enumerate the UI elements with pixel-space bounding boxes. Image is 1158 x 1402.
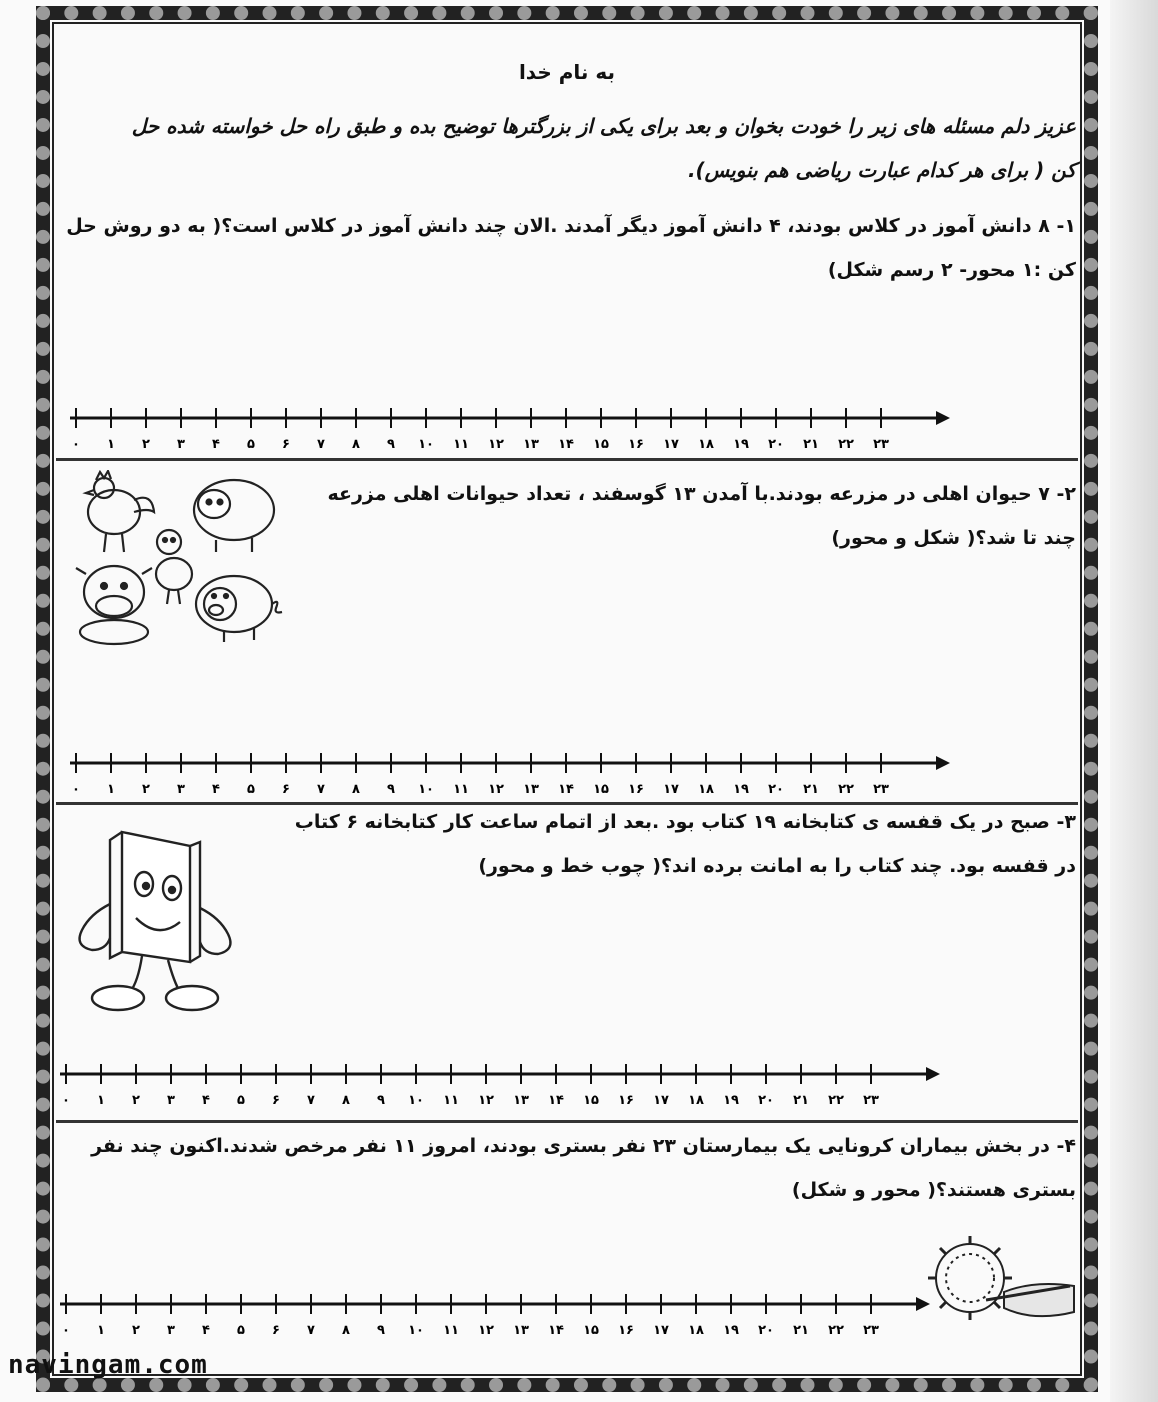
problem-3-line-2: در قفسه بود. چند کتاب را به امانت برده اند؟( چوب خط و محور) (478, 855, 1076, 877)
axis-tick-label: ۲۱ (793, 1093, 809, 1108)
axis-tick-label: ۷ (317, 782, 325, 797)
axis-tick-label: ۱۴ (548, 1323, 564, 1338)
axis-arrow (936, 756, 950, 770)
axis-tick-label: ۴ (202, 1093, 210, 1108)
axis-tick-label: ۱۶ (628, 782, 644, 797)
axis-tick-label: ۱۱ (443, 1093, 459, 1108)
axis-tick-label: ۱۰ (408, 1323, 424, 1338)
axis-tick-label: ۰ (72, 782, 80, 797)
axis-tick-label: ۱۳ (523, 437, 539, 452)
axis-tick-label: ۱۳ (523, 782, 539, 797)
axis-tick-label: ۹ (387, 437, 395, 452)
axis-tick-label: ۱۳ (513, 1093, 529, 1108)
problem-2-line-2: چند تا شد؟( شکل و محور) (831, 527, 1076, 549)
axis-tick-label: ۸ (352, 437, 360, 452)
section-divider (56, 1120, 1078, 1123)
problem-1-line-2: کن :۱ محور- ۲ رسم شکل) (827, 259, 1076, 281)
axis-tick-label: ۴ (202, 1323, 210, 1338)
axis-tick-label: ۷ (307, 1093, 315, 1108)
axis-tick-label: ۷ (317, 437, 325, 452)
axis-tick-label: ۲۲ (828, 1093, 844, 1108)
axis-tick-label: ۱۳ (513, 1323, 529, 1338)
axis-tick-label: ۱۸ (698, 437, 714, 452)
number-line-3 (56, 1056, 1078, 1126)
axis-tick-label: ۱۶ (618, 1093, 634, 1108)
axis-tick-label: ۱۲ (488, 437, 504, 452)
axis-tick-label: ۶ (282, 437, 290, 452)
intro-line-1: عزیز دلم مسئله های زیر را خودت بخوان و بعد برای یکی از بزرگترها توضیح بده و طبق راه حل خواسته شده حل (131, 114, 1076, 138)
problem-1-line-1: ۱- ۸ دانش آموز در کلاس بودند، ۴ دانش آموز دیگر آمدند .الان چند دانش آموز در کلاس است؟( به دو روش حل (66, 215, 1076, 237)
smiling-book-icon (72, 822, 252, 1022)
axis-tick-label: ۱۷ (653, 1093, 669, 1108)
axis-tick-label: ۴ (212, 782, 220, 797)
axis-tick-label: ۱ (107, 437, 115, 452)
axis-tick-label: ۰ (62, 1323, 70, 1338)
axis-tick-label: ۱۸ (698, 782, 714, 797)
axis-tick-label: ۵ (237, 1093, 245, 1108)
axis-tick-label: ۱۰ (418, 437, 434, 452)
intro-line-2: کن ( برای هر کدام عبارت ریاضی هم بنویس). (687, 158, 1076, 182)
axis-tick-label: ۷ (307, 1323, 315, 1338)
axis-tick-label: ۲۱ (803, 437, 819, 452)
axis-tick-label: ۲۳ (873, 437, 889, 452)
axis-tick-label: ۱۱ (453, 437, 469, 452)
axis-tick-label: ۲ (142, 437, 150, 452)
axis-arrow (936, 411, 950, 425)
axis-tick-label: ۱ (107, 782, 115, 797)
axis-tick-label: ۶ (272, 1323, 280, 1338)
axis-tick-label: ۹ (387, 782, 395, 797)
axis-tick-label: ۲۲ (838, 437, 854, 452)
axis-tick-label: ۱۵ (583, 1323, 599, 1338)
axis-tick-label: ۱۴ (558, 437, 574, 452)
axis-tick-label: ۱۹ (723, 1093, 739, 1108)
axis-tick-label: ۰ (72, 437, 80, 452)
axis-tick-label: ۹ (377, 1093, 385, 1108)
axis-tick-label: ۲۳ (863, 1323, 879, 1338)
axis-tick-label: ۲۲ (838, 782, 854, 797)
axis-tick-label: ۰ (62, 1093, 70, 1108)
axis-tick-label: ۱۷ (663, 437, 679, 452)
axis-tick-label: ۶ (282, 782, 290, 797)
axis-tick-label: ۱۵ (593, 782, 609, 797)
axis-tick-label: ۵ (247, 782, 255, 797)
axis-tick-label: ۲۲ (828, 1323, 844, 1338)
axis-tick-label: ۱۹ (723, 1323, 739, 1338)
axis-tick-label: ۲۰ (768, 782, 784, 797)
axis-tick-label: ۲ (132, 1093, 140, 1108)
axis-tick-label: ۲ (132, 1323, 140, 1338)
section-divider (56, 458, 1078, 461)
axis-tick-label: ۱۴ (558, 782, 574, 797)
axis-arrow (916, 1297, 930, 1311)
axis-tick-label: ۱۵ (593, 437, 609, 452)
axis-tick-label: ۱۷ (663, 782, 679, 797)
farm-animals-icon (74, 470, 284, 650)
axis-tick-label: ۲۰ (768, 437, 784, 452)
axis-tick-label: ۱۹ (733, 782, 749, 797)
axis-tick-label: ۳ (167, 1093, 175, 1108)
axis-tick-label: ۱۹ (733, 437, 749, 452)
axis-tick-label: ۱۲ (488, 782, 504, 797)
axis-tick-label: ۴ (212, 437, 220, 452)
axis-tick-label: ۲ (142, 782, 150, 797)
axis-tick-label: ۹ (377, 1323, 385, 1338)
axis-tick-label: ۱ (97, 1323, 105, 1338)
axis-tick-label: ۱۲ (478, 1093, 494, 1108)
axis-tick-label: ۳ (167, 1323, 175, 1338)
axis-tick-label: ۸ (342, 1093, 350, 1108)
problem-4-line-2: بستری هستند؟( محور و شکل) (791, 1179, 1076, 1201)
axis-tick-label: ۲۰ (758, 1323, 774, 1338)
axis-tick-label: ۸ (342, 1323, 350, 1338)
axis-tick-label: ۱ (97, 1093, 105, 1108)
axis-tick-label: ۸ (352, 782, 360, 797)
axis-tick-label: ۲۳ (873, 782, 889, 797)
axis-tick-label: ۱۰ (418, 782, 434, 797)
axis-tick-label: ۱۰ (408, 1093, 424, 1108)
problem-2-line-1: ۲- ۷ حیوان اهلی در مزرعه بودند.با آمدن ۱۳ گوسفند ، تعداد حیوانات اهلی مزرعه (327, 483, 1076, 505)
axis-tick-label: ۳ (177, 782, 185, 797)
axis-tick-label: ۲۳ (863, 1093, 879, 1108)
axis-tick-label: ۱۲ (478, 1323, 494, 1338)
axis-tick-label: ۵ (237, 1323, 245, 1338)
problem-3-line-1: ۳- صبح در یک قفسه ی کتابخانه ۱۹ کتاب بود .بعد از اتمام ساعت کار کتابخانه ۶ کتاب (294, 811, 1076, 833)
watermark: navingam.com (8, 1350, 208, 1380)
axis-tick-label: ۳ (177, 437, 185, 452)
page-edge-shadow (1110, 0, 1158, 1402)
axis-tick-label: ۵ (247, 437, 255, 452)
axis-tick-label: ۱۶ (618, 1323, 634, 1338)
axis-tick-label: ۱۷ (653, 1323, 669, 1338)
axis-tick-label: ۱۱ (443, 1323, 459, 1338)
axis-tick-label: ۲۱ (793, 1323, 809, 1338)
axis-tick-label: ۱۵ (583, 1093, 599, 1108)
problem-4-line-1: ۴- در بخش بیماران کرونایی یک بیمارستان ۲۳ نفر بستری بودند، امروز ۱۱ نفر مرخص شدند.اکنون چند نفر (91, 1135, 1076, 1157)
axis-arrow (926, 1067, 940, 1081)
axis-tick-label: ۱۶ (628, 437, 644, 452)
number-line-4 (56, 1286, 1078, 1356)
axis-tick-label: ۱۸ (688, 1093, 704, 1108)
axis-tick-label: ۱۴ (548, 1093, 564, 1108)
page-title: به نام خدا (518, 60, 616, 84)
axis-tick-label: ۱۱ (453, 782, 469, 797)
axis-tick-label: ۲۱ (803, 782, 819, 797)
axis-tick-label: ۲۰ (758, 1093, 774, 1108)
axis-tick-label: ۶ (272, 1093, 280, 1108)
axis-tick-label: ۱۸ (688, 1323, 704, 1338)
